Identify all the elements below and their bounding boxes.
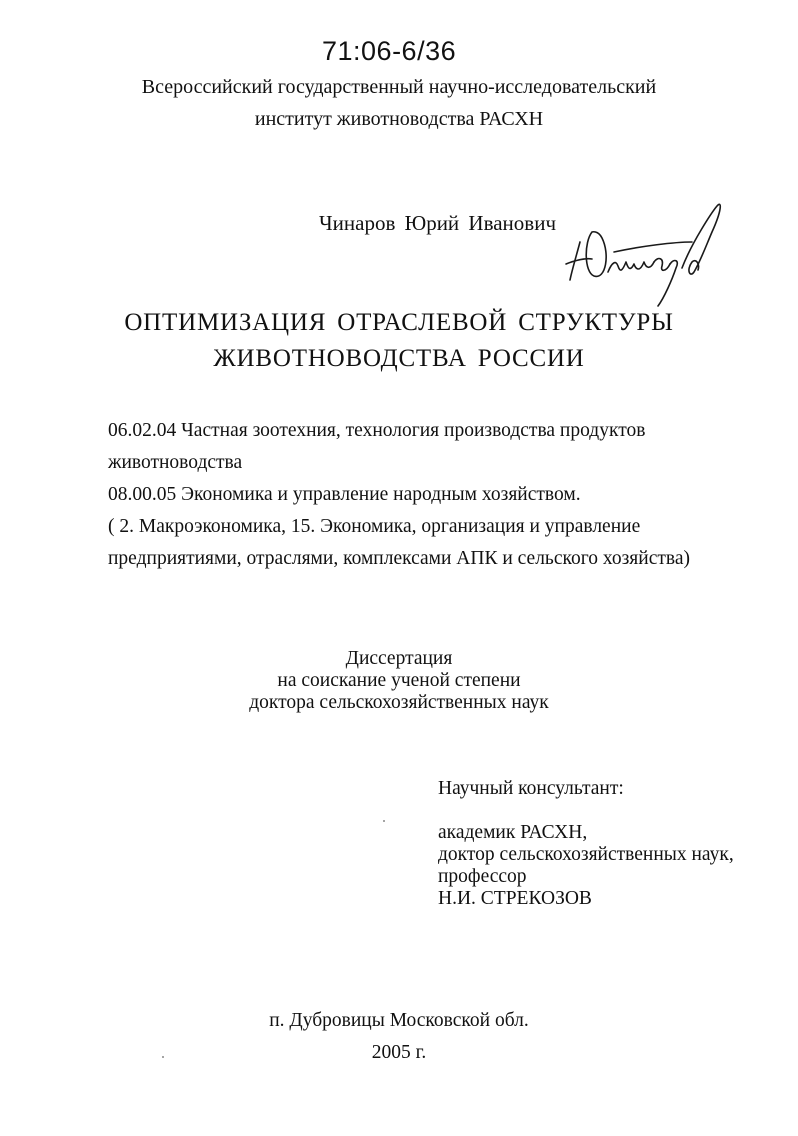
title-line-1: ОПТИМИЗАЦИЯ ОТРАСЛЕВОЙ СТРУКТУРЫ: [124, 309, 674, 336]
specialty-line-5: предприятиями, отраслями, комплексами АПК и сельского хозяйства): [108, 548, 690, 569]
consultant-line-1: академик РАСХН,: [438, 822, 588, 843]
consultant-line-3: профессор: [438, 866, 527, 887]
institution-line-1: Всероссийский государственный научно-исследовательский: [141, 76, 657, 98]
dissertation-line-3: доктора сельскохозяйственных наук: [249, 692, 549, 713]
title-line-2: ЖИВОТНОВОДСТВА РОССИИ: [213, 345, 585, 372]
consultant-line-4: Н.И. СТРЕКОЗОВ: [438, 888, 592, 909]
signature: [562, 202, 732, 307]
dissertation-line-1: Диссертация: [345, 648, 453, 669]
place: п. Дубровицы Московской обл.: [269, 1010, 529, 1031]
specialty-line-2: животноводства: [108, 452, 243, 473]
specialty-line-4: ( 2. Макроэкономика, 15. Экономика, организация и управление: [108, 516, 641, 537]
consultant-heading: Научный консультант:: [438, 778, 624, 799]
library-code: 71:06-6/36: [322, 36, 457, 66]
scan-speck: [383, 820, 385, 822]
consultant-line-2: доктор сельскохозяйственных наук,: [438, 844, 734, 865]
year: 2005 г.: [371, 1042, 427, 1063]
institution-line-2: институт животноводства РАСХН: [254, 108, 544, 130]
author-name: Чинаров Юрий Иванович: [319, 211, 557, 235]
scan-speck: [162, 1056, 164, 1058]
specialty-line-1: 06.02.04 Частная зоотехния, технология производства продуктов: [108, 420, 646, 441]
specialty-line-3: 08.00.05 Экономика и управление народным хозяйством.: [108, 484, 581, 505]
dissertation-line-2: на соискание ученой степени: [277, 670, 521, 691]
